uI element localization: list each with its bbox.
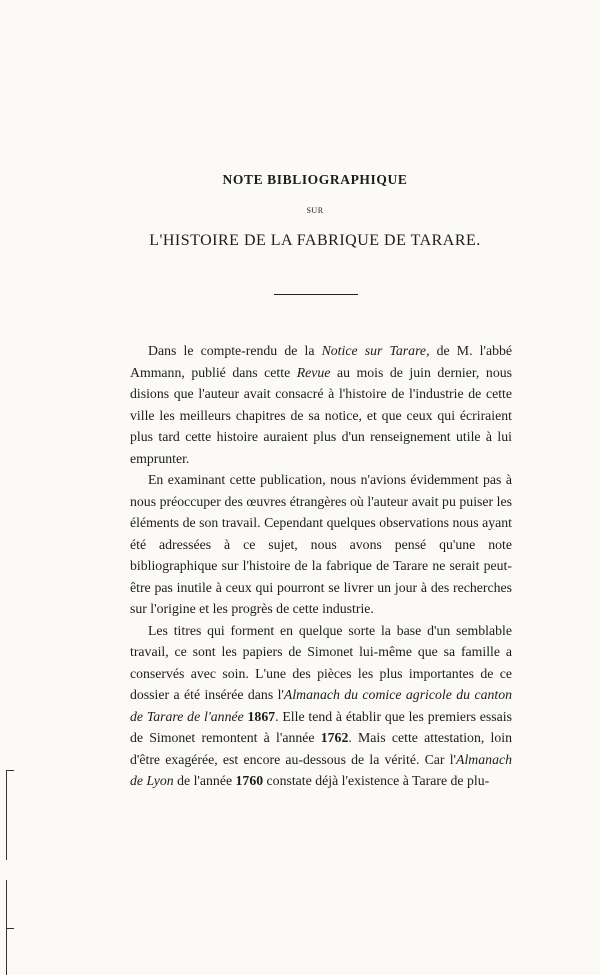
text-run: . Mais cette attestation, loin d'être exagérée, est encore au-dessous de la vérité. Car l' (130, 730, 512, 767)
text-run: , de M. l'abbé Ammann, publié dans cette (130, 343, 513, 380)
revue-title: Revue (296, 364, 331, 380)
article-title: NOTE BIBLIOGRAPHIQUE (222, 172, 408, 187)
article-body (130, 340, 512, 792)
text-run: En examinant cette publication, nous n'avions évidemment pas à nous préoccuper des œuvres étrangères où l'auteur avait pu puiser les éléments de son travail. Cependant quelques observations nous ayant été adressées à ce sujet, nous avons pensé qu'une note bibliographique sur l'histoire de la fabrique de Tarare ne serait peut-être pas inutile à ceux qui pourront se livrer un jour à des recherches sur l'origine et les progrès de cette industrie. (130, 472, 512, 616)
title-connector: SUR (306, 206, 324, 215)
text-run: Dans le compte-rendu de la (148, 343, 322, 358)
almanach-comice-title: Almanach du comice agricole du canton de Tarare de l'année (130, 687, 512, 724)
text-run: Les titres qui forment en quelque sorte la base d'un semblable travail, ce sont les papiers de Simonet lui-même que sa famille a conservés avec soin. L'une des pièces les plus importantes de ce dossier a été insérée dans l' (130, 622, 512, 702)
text-run: au mois de juin dernier, nous disions que l'auteur avait consacré à l'histoire de l'industrie de cette ville les meilleurs chapitres de sa notice, et que ceux qui écriraient plus tard cette histoire auraient plus d'un renseignement utile à lui emprunter. (130, 364, 512, 466)
scan-margin-tick (6, 928, 14, 929)
article-subtitle: L'HISTOIRE DE LA FABRIQUE DE TARARE. (149, 232, 481, 249)
paragraph-1 (130, 340, 512, 469)
paragraph-2 (130, 469, 512, 620)
scan-margin-line-upper (6, 770, 7, 860)
year-1760: 1760 (235, 773, 264, 788)
year-1867: 1867 (247, 708, 276, 724)
notice-title: Notice sur Tarare (321, 343, 427, 358)
text-run: constate déjà l'existence à Tarare de plu- (263, 773, 490, 788)
scan-margin-tick (6, 770, 14, 771)
paragraph-3 (130, 620, 512, 792)
text-run: . Elle tend à établir que les premiers essais de Simonet remontent à l'année (130, 708, 512, 745)
almanach-lyon-title: Almanach de Lyon (130, 751, 512, 788)
year-1762: 1762 (320, 730, 349, 745)
text-run: de l'année (173, 773, 236, 788)
separator-rule (274, 294, 358, 295)
